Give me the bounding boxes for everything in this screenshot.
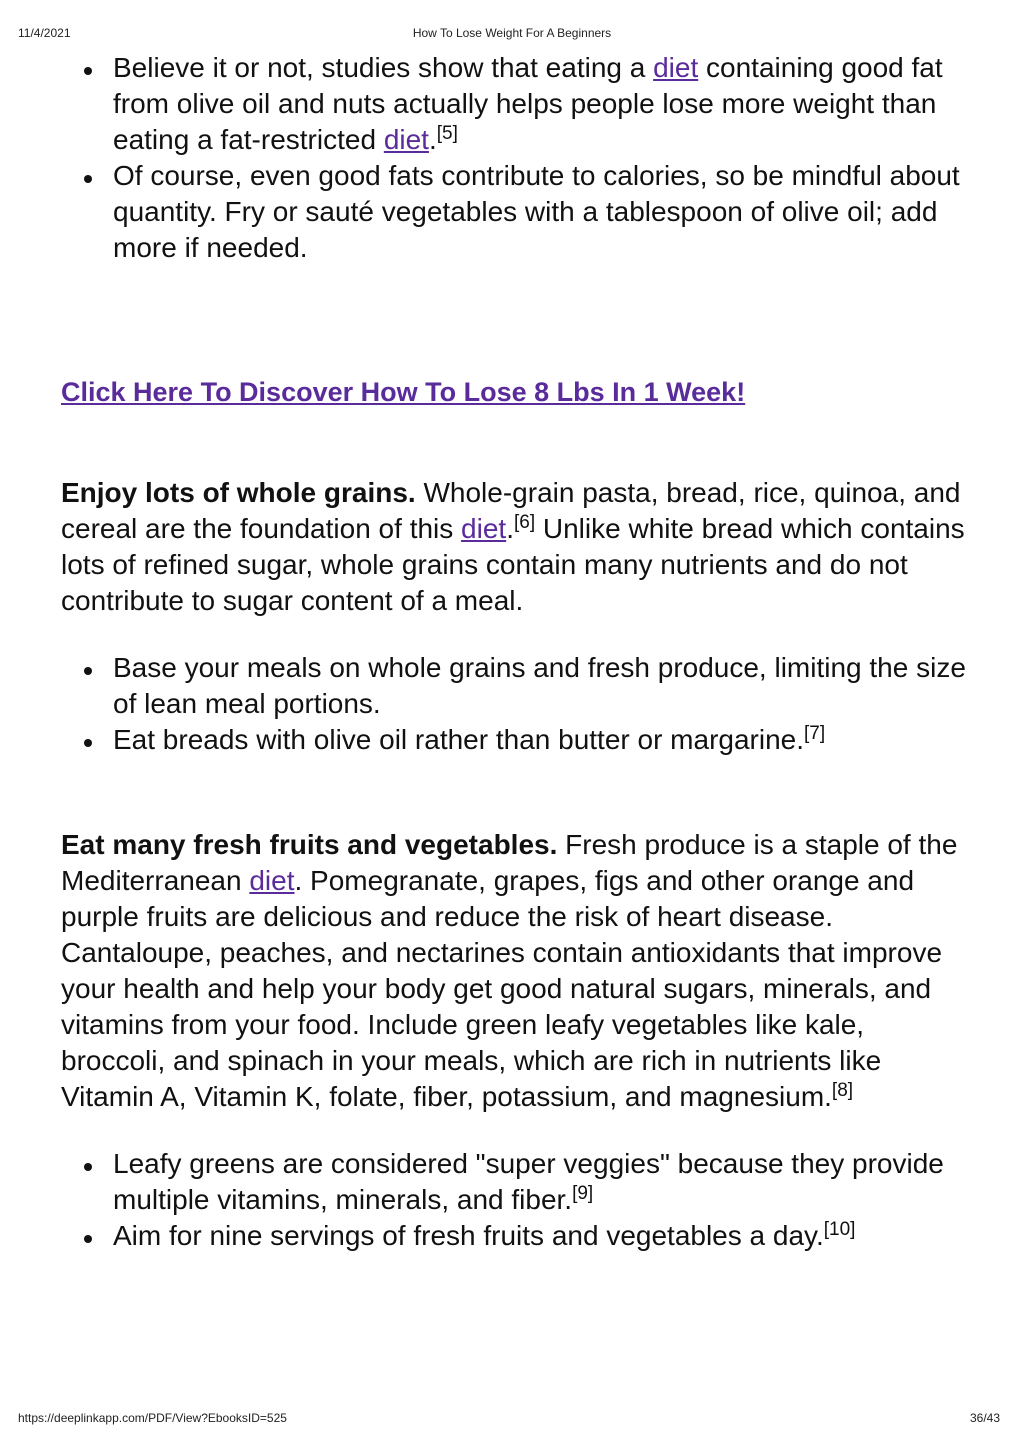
citation-ref: [6] xyxy=(513,512,536,533)
print-source-url: https://deeplinkapp.com/PDF/View?EbooksID=525 xyxy=(18,1411,287,1425)
fruits-vegetables-bullet-list xyxy=(61,1146,971,1254)
list-item: Base your meals on whole grains and fresh produce, limiting the size of lean meal portions. xyxy=(113,650,971,722)
list-item: Believe it or not, studies show that eating a diet containing good fat from olive oil and nuts actually helps people lose more weight than eating a fat-restricted diet.[5] xyxy=(113,50,971,158)
diet-link[interactable]: diet xyxy=(249,865,295,896)
citation-ref: [8] xyxy=(831,1080,854,1101)
diet-link[interactable]: diet xyxy=(383,124,429,155)
citation-ref: [7] xyxy=(804,723,826,744)
document-body xyxy=(61,50,971,1254)
list-item: Eat breads with olive oil rather than butter or margarine.[7] xyxy=(113,722,971,758)
citation-ref: [5] xyxy=(436,123,458,144)
page-number: 36/43 xyxy=(969,1411,1000,1425)
citation-ref: [10] xyxy=(823,1219,856,1240)
promo-callout xyxy=(61,374,971,410)
discover-cta-link[interactable]: Click Here To Discover How To Lose 8 Lbs In 1 Week! xyxy=(61,377,746,407)
section-heading: Enjoy lots of whole grains. xyxy=(61,477,416,508)
diet-link[interactable]: diet xyxy=(653,52,699,83)
print-page-title: How To Lose Weight For A Beginners xyxy=(412,26,612,40)
whole-grains-paragraph: Enjoy lots of whole grains. Whole-grain pasta, bread, rice, quinoa, and cereal are the foundation of this diet.[6] Unlike white bread which contains lots of refined sugar, whole grains contain many nutrients and do not contribute to sugar content of a meal. xyxy=(61,477,965,616)
diet-link[interactable]: diet xyxy=(461,513,507,544)
list-item: Of course, even good fats contribute to calories, so be mindful about quantity. Fry or sauté vegetables with a tablespoon of olive oil; add more if needed. xyxy=(113,158,971,266)
fruits-vegetables-paragraph: Eat many fresh fruits and vegetables. Fresh produce is a staple of the Mediterranean diet. Pomegranate, grapes, figs and other orange and purple fruits are delicious and reduce the risk of heart disease. Cantaloupe, peaches, and nectarines contain antioxidants that improve your health and help your body get good natural sugars, minerals, and vitamins from your food. Include green leafy vegetables like kale, broccoli, and spinach in your meals, which are rich in nutrients like Vitamin A, Vitamin K, folate, fiber, potassium, and magnesium.[8] xyxy=(61,829,958,1112)
list-item: Aim for nine servings of fresh fruits and vegetables a day.[10] xyxy=(113,1218,971,1254)
olive-oil-bullet-list xyxy=(61,50,971,266)
list-item: Leafy greens are considered "super veggies" because they provide multiple vitamins, minerals, and fiber.[9] xyxy=(113,1146,971,1218)
citation-ref: [9] xyxy=(572,1183,594,1204)
print-date: 11/4/2021 xyxy=(18,26,71,40)
section-heading: Eat many fresh fruits and vegetables. xyxy=(61,829,558,860)
whole-grains-bullet-list xyxy=(61,650,971,758)
